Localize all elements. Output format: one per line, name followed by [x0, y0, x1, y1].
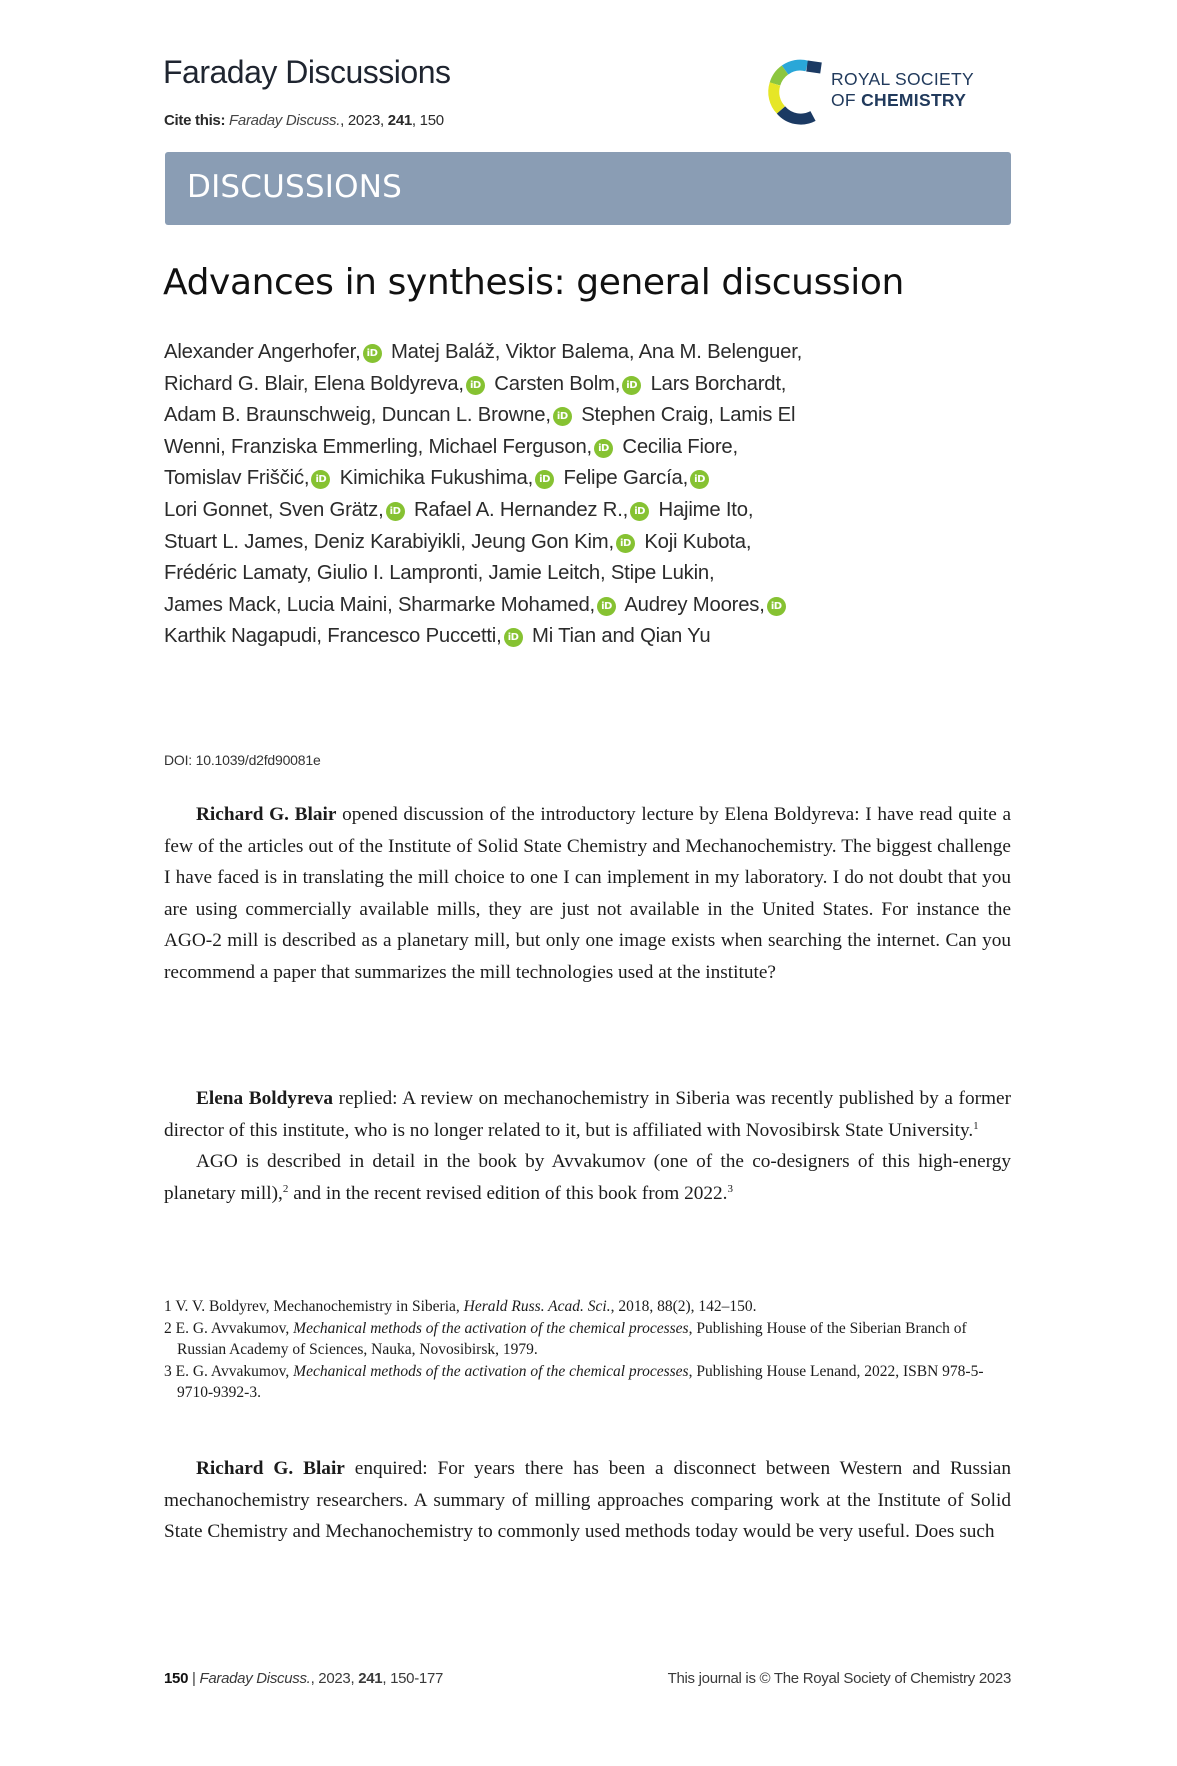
author-names: Hajime Ito, [653, 498, 754, 521]
logo-line-2-bold: CHEMISTRY [861, 90, 967, 110]
footnote-ref[interactable]: 2 [282, 1182, 289, 1195]
author-names: Cecilia Fiore, [616, 435, 738, 458]
section-banner [165, 152, 1011, 225]
paragraph-text: AGO is described in detail in the book by Avvakumov (one of the co-designers of this high-energy planetary mill), [164, 1151, 1011, 1204]
author-line [164, 337, 1014, 369]
cite-page: , 150 [411, 112, 444, 129]
speaker-name: Richard G. Blair [196, 804, 337, 825]
orcid-icon[interactable]: iD [630, 502, 649, 521]
footnote-ref[interactable]: 3 [727, 1182, 733, 1195]
author-names: Audrey Moores, [620, 593, 765, 616]
cite-volume: 241 [387, 112, 412, 129]
author-names: James Mack, Lucia Maini, Sharmarke Mohamed, [164, 593, 595, 616]
page-number: 150 [164, 1670, 189, 1687]
orcid-icon[interactable]: iD [311, 470, 330, 489]
footnote-source: Mechanical methods of the activation of the chemical processes [293, 1362, 689, 1380]
footnote-ref[interactable]: 1 [973, 1119, 979, 1132]
cite-line [164, 112, 444, 129]
author-line [164, 463, 1014, 495]
logo-line-2-prefix: OF [831, 90, 862, 110]
footnote-text: E. G. Avvakumov, [171, 1319, 294, 1337]
orcid-icon[interactable]: iD [504, 628, 523, 647]
logo-line-2 [831, 90, 974, 111]
author-names: Koji Kubota, [638, 530, 752, 553]
footer-sep: | [188, 1670, 200, 1687]
orcid-icon[interactable]: iD [622, 376, 641, 395]
section-banner-label: DISCUSSIONS [187, 169, 402, 205]
footnotes [164, 1296, 1011, 1404]
doi[interactable]: DOI: 10.1039/d2fd90081e [164, 752, 321, 768]
author-line [164, 495, 1014, 527]
author-names: Kimichika Fukushima, [334, 467, 534, 490]
author-names: Mi Tian and Qian Yu [526, 625, 711, 648]
discussion-paragraph [164, 1083, 1011, 1209]
journal-title: Faraday Discussions [163, 54, 451, 90]
footer-pages: , 150-177 [382, 1670, 444, 1687]
footnote-number: 3 [164, 1362, 172, 1380]
rsc-logo-text [831, 69, 974, 111]
cite-journal: Faraday Discuss. [229, 112, 341, 129]
rsc-logo [767, 56, 1012, 126]
author-line [164, 369, 1014, 401]
footer-copyright: This journal is © The Royal Society of Chemistry 2023 [667, 1670, 1011, 1687]
author-names: Stuart L. James, Deniz Karabiyikli, Jeung Gon Kim, [164, 530, 614, 553]
author-names: Richard G. Blair, Elena Boldyreva, [164, 372, 464, 395]
orcid-icon[interactable]: iD [535, 470, 554, 489]
author-names: Stephen Craig, Lamis El [575, 404, 796, 427]
author-names: Wenni, Franziska Emmerling, Michael Ferguson, [164, 435, 592, 458]
author-names: Lori Gonnet, Sven Grätz, [164, 498, 384, 521]
footer-year: , 2023, [310, 1670, 359, 1687]
paragraph-text: replied: A review on mechanochemistry in Siberia was recently published by a former director of this institute, who is no longer related to it, but is affiliated with Novosibirsk State University. [164, 1088, 1011, 1141]
author-names: Carsten Bolm, [488, 372, 621, 395]
author-names: Rafael A. Hernandez R., [408, 498, 629, 521]
footnote [164, 1318, 1011, 1361]
orcid-icon[interactable]: iD [386, 502, 405, 521]
orcid-icon[interactable]: iD [767, 597, 786, 616]
footnote-source: Mechanical methods of the activation of the chemical processes [293, 1319, 689, 1337]
author-line [164, 621, 1014, 653]
footnote-text: V. V. Boldyrev, Mechanochemistry in Siberia, [171, 1298, 464, 1315]
author-names: Tomislav Friščić, [164, 467, 310, 490]
paragraph-text: enquired: For years there has been a disconnect between Western and Russian mechanochemistry researchers. A summary of milling approaches comparing work at the Institute of Solid State Chemistry and Mechanochemistry to commonly used methods today would be very useful. Does such [164, 1458, 1012, 1543]
author-names: Lars Borchardt, [645, 372, 787, 395]
discussion-paragraph [164, 1453, 1011, 1548]
author-names: Karthik Nagapudi, Francesco Puccetti, [164, 625, 502, 648]
paragraph-text: and in the recent revised edition of this book from 2022. [288, 1182, 728, 1204]
footnote-source: Herald Russ. Acad. Sci. [463, 1298, 611, 1315]
author-line [164, 527, 1014, 559]
orcid-icon[interactable]: iD [466, 376, 485, 395]
cite-year: , 2023, [340, 112, 384, 129]
author-names: Matej Baláž, Viktor Balema, Ana M. Belenguer, [385, 341, 803, 363]
author-list [164, 337, 1014, 653]
speaker-name: Elena Boldyreva [196, 1088, 334, 1109]
footnote-text: , Publishing House of the Siberian Branch of Russian Academy of Sciences, Nauka, Novosibirsk, 1979. [177, 1319, 967, 1358]
author-names: Felipe García, [558, 467, 689, 490]
author-line [164, 432, 1014, 464]
page-footer [164, 1670, 1011, 1687]
orcid-icon[interactable]: iD [690, 470, 709, 489]
orcid-icon[interactable]: iD [363, 344, 382, 363]
orcid-icon[interactable]: iD [594, 439, 613, 458]
author-names: Adam B. Braunschweig, Duncan L. Browne, [164, 404, 551, 427]
footnote-text: , Publishing House Lenand, 2022, ISBN 978-5-9710-9392-3. [177, 1362, 984, 1401]
author-names: Alexander Angerhofer, [164, 341, 361, 363]
author-line [164, 590, 1014, 622]
author-line [164, 400, 1014, 432]
cite-label: Cite this: [164, 112, 226, 129]
footnote [164, 1361, 1011, 1404]
footnote-text: , 2018, 88(2), 142–150. [610, 1298, 757, 1315]
rsc-logo-ring-icon [767, 56, 827, 126]
footnote-number: 1 [164, 1298, 172, 1315]
author-line [164, 558, 1014, 590]
logo-line-1: ROYAL SOCIETY [831, 69, 974, 89]
author-names: Frédéric Lamaty, Giulio I. Lampronti, Jamie Leitch, Stipe Lukin, [164, 562, 715, 585]
footer-volume: 241 [358, 1670, 383, 1687]
orcid-icon[interactable]: iD [553, 407, 572, 426]
speaker-name: Richard G. Blair [196, 1458, 345, 1479]
paragraph-text: opened discussion of the introductory lecture by Elena Boldyreva: I have read quite a few of the articles out of the Institute of Solid State Chemistry and Mechanochemistry. The biggest challenge I have faced is in translating the mill choice to one I can implement in my laboratory. I do not doubt that you are using commercially available mills, they are just not available in the United States. For instance the AGO-2 mill is described as a planetary mill, but only one image exists when searching the internet. Can you recommend a paper that summarizes the mill technologies used at the institute? [164, 804, 1012, 983]
footnote [164, 1296, 1011, 1318]
footnote-text: E. G. Avvakumov, [171, 1362, 294, 1380]
discussion-paragraph [164, 799, 1011, 989]
footnote-number: 2 [164, 1319, 172, 1337]
footer-journal: Faraday Discuss. [199, 1670, 311, 1687]
orcid-icon[interactable]: iD [597, 597, 616, 616]
article-title: Advances in synthesis: general discussion [163, 262, 904, 303]
orcid-icon[interactable]: iD [616, 534, 635, 553]
